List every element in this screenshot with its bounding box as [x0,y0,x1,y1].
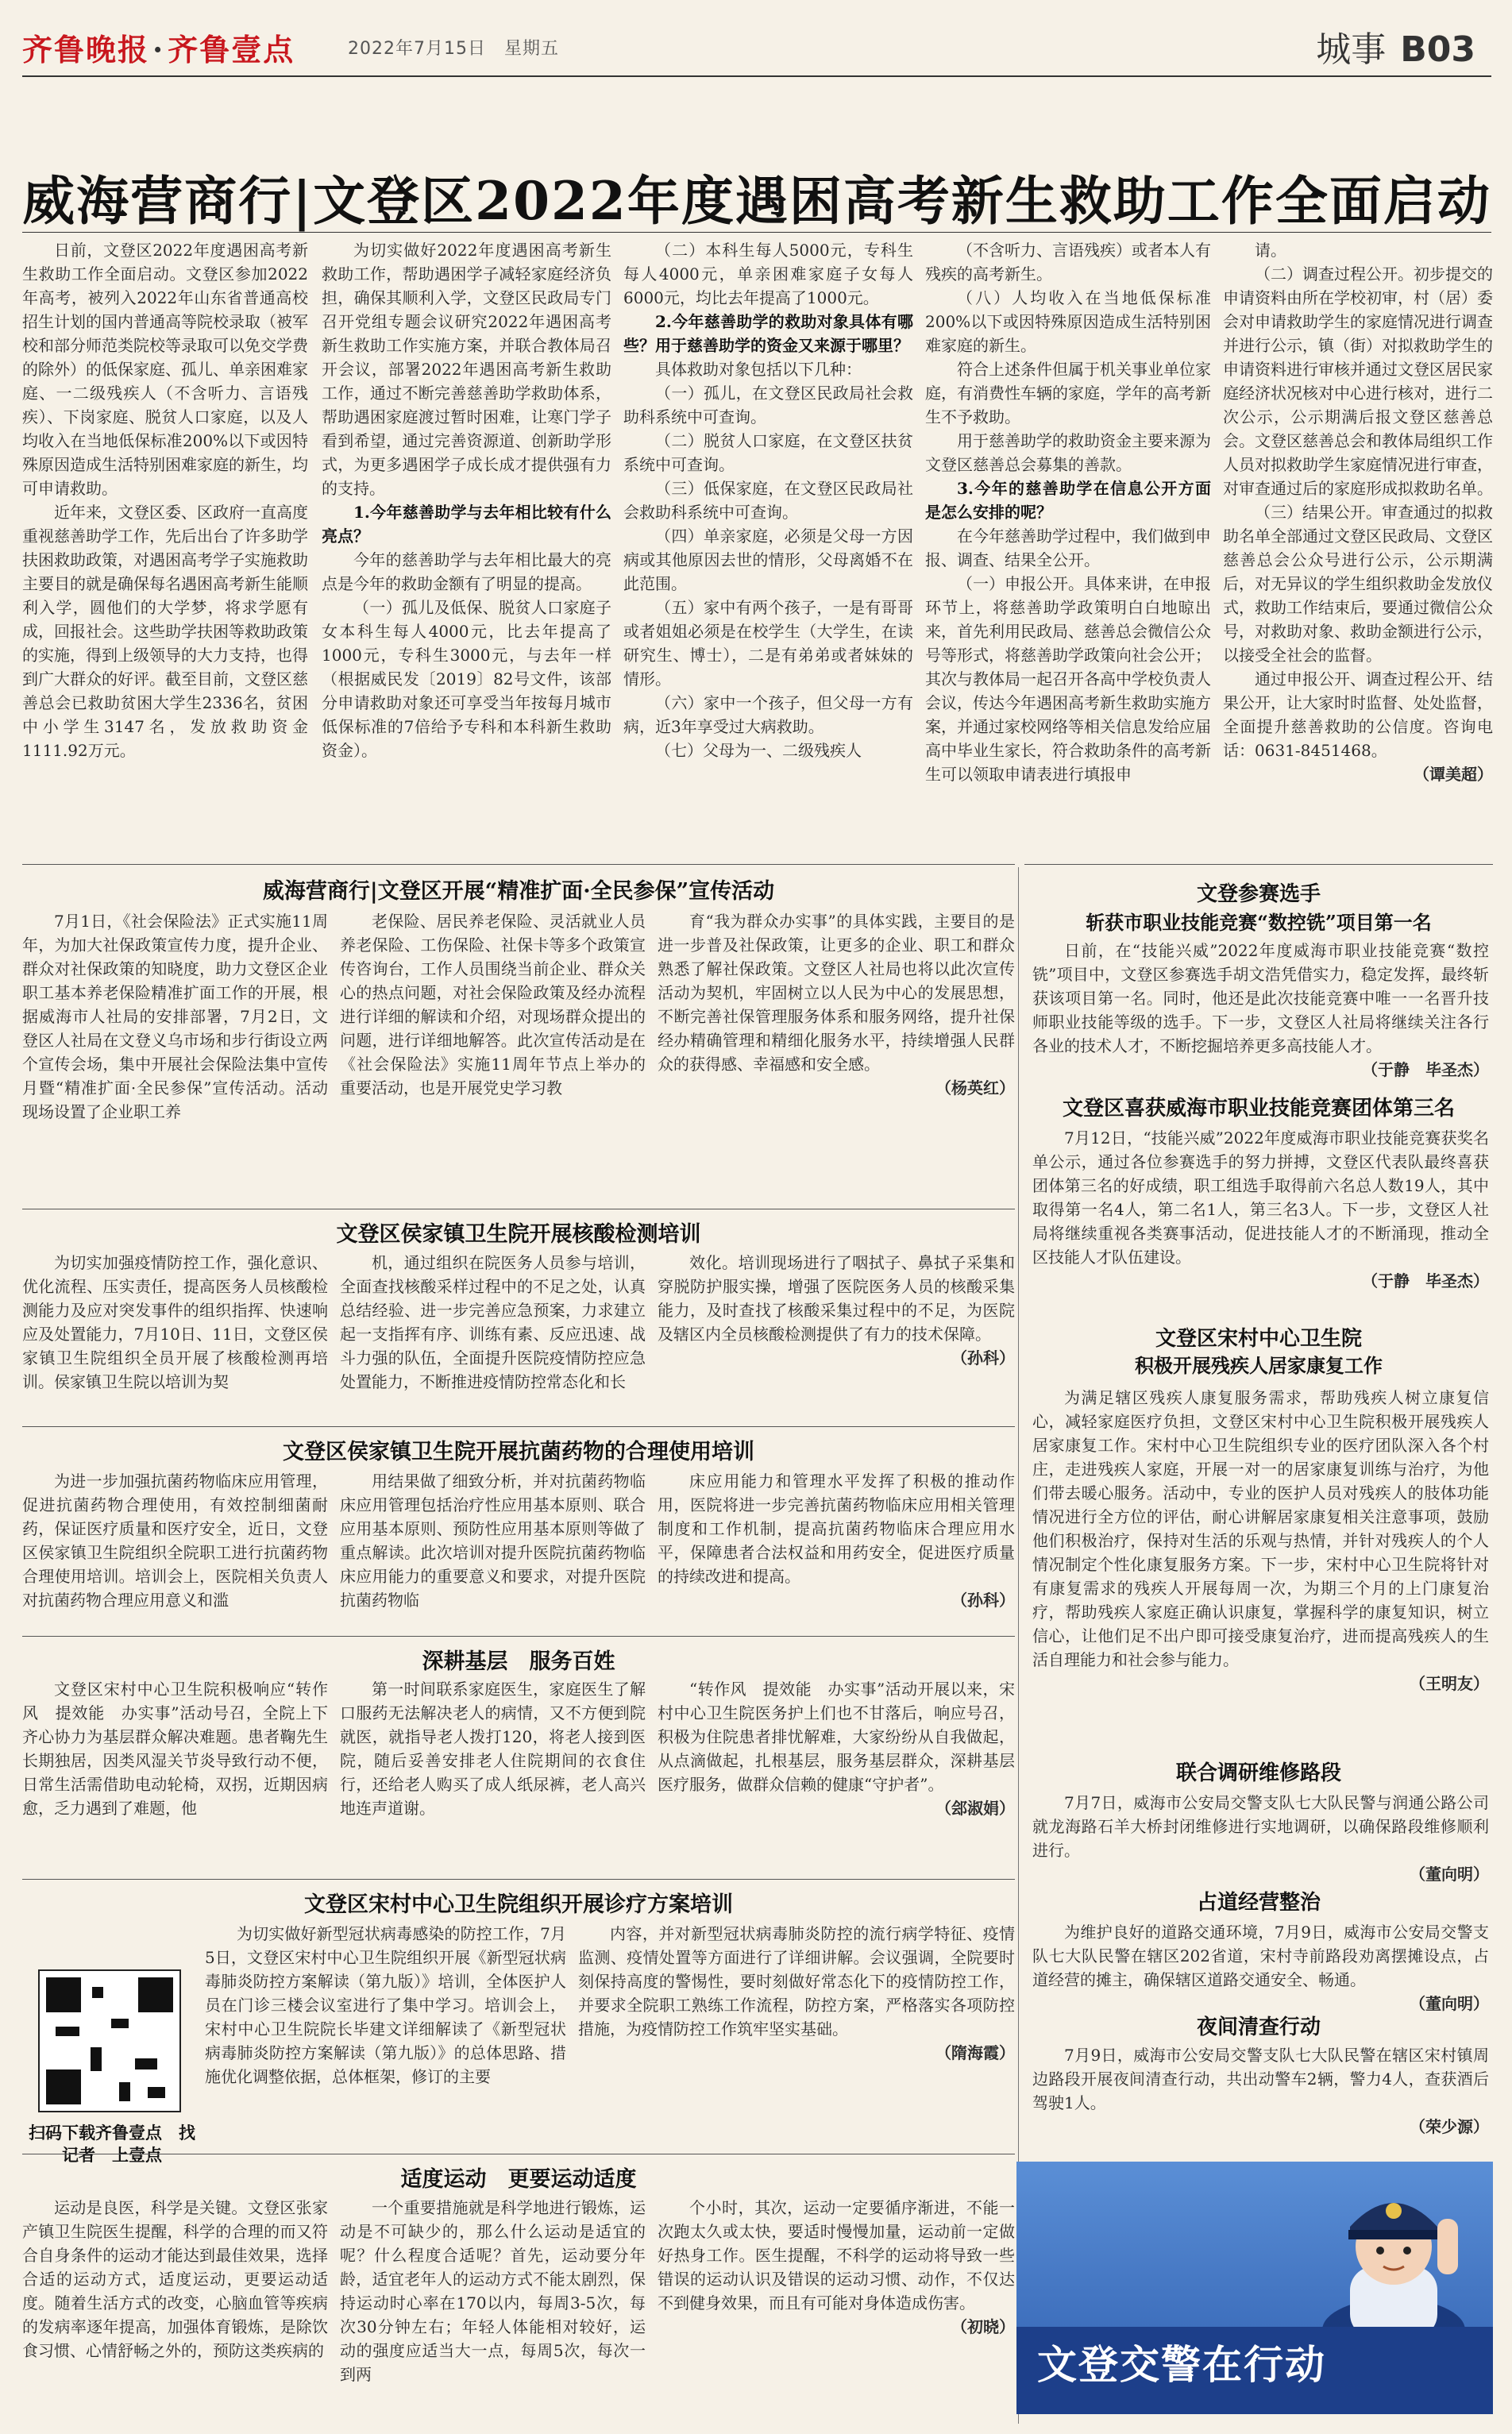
brief-title: 夜间清查行动 [1196,2015,1321,2039]
brief-body [1032,1126,1489,1313]
paragraph: 文登区宋村中心卫生院积极响应“转作风 提效能 办实事”活动号召，全院上下齐心协力为基层群众解决难题。患者鞠先生长期独居，因类风湿关节炎导致行动不便，日常生活需借助电动轮椅，双拐，近期因病愈，乏力遇到了难题，他 [22,1680,328,1818]
brief-title: 占道经营整治 [1196,1891,1321,1915]
byline: （荣少源） [1410,2117,1489,2136]
article-title: 文登区侯家镇卫生院开展核酸检测培训 [336,1222,701,1247]
article-title: 文登区宋村中心卫生院组织开展诊疗方案培训 [304,1892,733,1917]
brief-subtitle: 积极开展残疾人居家康复工作 [1135,1354,1383,1377]
brief-body [1032,2043,1489,2136]
paragraph: （四）单亲家庭，必须是父母一方因病或其他原因去世的情形，父母离婚不在此范围。 [623,527,913,593]
masthead-divider [22,75,1491,77]
divider [1024,864,1493,865]
article-column [340,909,646,1203]
paragraph: 内容，并对新型冠状病毒肺炎防控的流行病学特征、疫情监测、疫情处置等方面进行了详细讲解。会议强调，全院要时刻保持高度的警惕性，要时刻做好常态化下的疫情防控工作，并要求全院职工熟练工作流程，防控方案，严格落实各项防控措施，为疫情防控工作筑牢坚实基础。 [578,1924,1015,2039]
paragraph: 为切实做好2022年度遇困高考新生救助工作，帮助遇困学子减轻家庭经济负担，确保其顺利入学，文登区民政局专门召开党组专题会议研究2022年遇困高考新生救助工作实施方案，并联合教体局召开会议，部署2022年遇困高考新生救助工作，通过不断完善慈善助学救助体系，帮助遇困家庭渡过暂时困难，让寒门学子看到希望，通过完善资源道、创新助学形式，为更多遇困学子成长成才提供强有力的支持。 [322,241,611,498]
paragraph: （二）本科生每人5000元，专科生每人4000元，单亲困难家庭子女每人6000元，均比去年提高了1000元。 [623,241,913,307]
paragraph: （一）申报公开。具体来讲，在申报环节上，将慈善助学政策明白白地晾出来，首先利用民政局、慈善总会微信公众号等形式，将慈善助学政策向社会公开；其次与教体局一起召开各高中学校负责人会议，传达今年遇困高考新生救助实施方案，并通过家校网络等相关信息发给应届高中毕业生家长，符合救助条件的高考新生可以领取申请表进行填报申 [925,574,1211,784]
paragraph: 日前，文登区2022年度遇困高考新生救助工作全面启动。文登区参加2022年高考，被列入2022年山东省普通高校招生计划的国内普通高等院校录取（被军校和部分师范类院校等录取可以免交学费的除外）的低保家庭、孤儿、单亲困难家庭、一二级残疾人（不含听力、言语残疾）、下岗家庭、脱贫人口家庭，以及人均收入在当地低保标准200%以下或因特殊原因造成生活特别困难家庭的新生，均可申请救助。 [22,241,308,498]
brand-name: 齐鲁晚报 [22,32,150,68]
paragraph: 符合上述条件但属于机关事业单位家庭，有消费性车辆的家庭，学年的高考新生不予救助。 [925,360,1211,426]
paragraph: 用于慈善助学的救助资金主要来源为文登区慈善总会募集的善款。 [925,431,1211,474]
paragraph: （一）孤儿及低保、脱贫人口家庭子女本科生每人4000元，比去年提高了1000元，专科生3000元，与去年一样（根据威民发〔2019〕82号文件，该部分申请救助对象还可享受当年按每月城市低保标准的7倍给予专科和本科新生救助资金）。 [322,598,611,760]
main-column-3 [623,238,913,874]
byline: （杨英红） [935,1078,1015,1097]
divider [22,1636,1015,1637]
article-column [22,1251,328,1421]
brief-body [1032,1386,1489,1747]
paragraph: （二）脱贫人口家庭，在文登区扶贫系统中可查询。 [623,431,913,474]
article-title: 文登区侯家镇卫生院开展抗菌药物的合理使用培训 [283,1440,754,1464]
article-title: 适度运动 更要运动适度 [400,2167,637,2192]
paragraph: 具体救助对象包括以下几种： [655,360,862,379]
article-column [658,909,1015,1203]
masthead [22,14,1491,70]
article-column [340,1251,646,1421]
paragraph: 机，通过组织在院医务人员参与培训，全面查找核酸采样过程中的不足之处，认真总结经验、进一步完善应急预案，力求建立起一支指挥有序、训练有素、反应迅速、战斗力强的队伍，全面提升医院疫情防控应急处置能力，不断推进疫情防控常态化和长 [340,1253,646,1391]
paragraph: 请。 [1255,241,1286,260]
brief-body [1032,939,1489,1082]
paragraph: 为满足辖区残疾人康复服务需求，帮助残疾人树立康复信心，减轻家庭医疗负担，文登区宋村中心卫生院积极开展残疾人居家康复工作。宋村中心卫生院组织专业的医疗团队深入各个村庄，走进残疾人家庭，开展一对一的居家康复训练与治疗，为他们带去暖心服务。活动中，专业的医护人员对残疾人的肢体功能情况进行全方位的评估，耐心讲解居家康复相关注意事项，鼓励他们积极治疗，保持对生活的乐观与热情，并针对残疾人的个人情况制定个性化康复服务方案。下一步，宋村中心卫生院将针对有康复需求的残疾人开展每周一次，为期三个月的上门康复治疗，帮助残疾人家庭正确认识康复，掌握科学的康复知识，树立信心，让他们足不出户即可接受康复治疗，进而提高残疾人的生活自理能力和社会参与能力。 [1032,1388,1489,1669]
subheading: 3.今年的慈善助学在信息公开方面是怎么安排的呢？ [925,479,1211,522]
paragraph: （一）孤儿，在文登区民政局社会救助科系统中可查询。 [623,384,913,426]
page-number: B03 [1400,29,1475,70]
byline: （初晓） [951,2317,1015,2336]
subheading: 2.今年慈善助学的救助对象具体有哪些？用于慈善助学的资金又来源于哪里？ [623,312,913,355]
qr-finder [46,1977,81,2012]
brief-subtitle: 斩获市职业技能竞赛“数控铣”项目第一名 [1086,911,1432,934]
section-label [1316,21,1475,71]
brand-separator: · [152,32,165,68]
divider [22,1426,1015,1427]
paragraph: 一个重要措施就是科学地进行锻炼，运动是不可缺少的，那么什么运动是适宜的呢？什么程度合适呢？首先，运动要分年龄，适宜老年人的运动方式不能太剧烈，保持运动时心率在170以内，每周3-5次，每次30分钟左右；年轻人体能相对较好，运动的强度应适当大一点，每周5次，每次一到两 [340,2198,646,2384]
brief-title: 文登区宋村中心卫生院 [1155,1327,1362,1351]
brand-name-2: 齐鲁壹点 [168,32,295,68]
main-column-5 [1223,238,1493,874]
paragraph: 为切实加强疫情防控工作，强化意识、优化流程、压实责任，提高医务人员核酸检测能力及应对突发事件的组织指挥、快速响应及处置能力，7月10日、11日，文登区侯家镇卫生院组织全员开展了核酸检测再培训。侯家镇卫生院以培训为契 [22,1253,328,1391]
paragraph: （三）结果公开。审查通过的拟救助名单全部通过文登区民政局、文登区慈善总会公众号进行公示，公示期满后，对无异议的学生组织救助金发放仪式，救助工作结束后，要通过微信公众号，对救助对象、救助金额进行公示，以接受全社会的监督。 [1223,503,1493,665]
paragraph: 床应用能力和管理水平发挥了积极的推动作用，医院将进一步完善抗菌药物临床应用相关管理制度和工作机制，提高抗菌药物临床合理应用水平，保障患者合法权益和用药安全，促进医疗质量的持续改进和提高。 [658,1472,1015,1586]
brief-title: 文登参赛选手 [1196,882,1321,906]
byline: （孙科） [951,1348,1015,1367]
subheading: 1.今年慈善助学与去年相比较有什么亮点？ [322,503,611,546]
issue-date: 2022年7月15日 星期五 [348,39,559,59]
main-headline: 威海营商行|文登区2022年度遇困高考新生救助工作全面启动 [22,170,1491,232]
qr-module [92,1987,103,1998]
article-column [578,1922,1015,2152]
paragraph: 7月7日，威海市公安局交警支队七大队民警与润通公路公司就龙海路石羊大桥封闭维修进行实地调研，以确保路段维修顺利进行。 [1032,1793,1489,1860]
byline: （孙科） [951,1591,1015,1610]
paragraph: （六）家中一个孩子，但父母一方有病，近3年享受过大病救助。 [623,693,913,736]
qr-module [119,2082,130,2101]
article-column [658,1251,1015,1421]
paragraph: 老保险、居民养老保险、灵活就业人员养老保险、工伤保险、社保卡等多个政策宣传咨询台，工作人员围绕当前企业、群众关心的热点问题，对社会保险政策及经办流程进行详细的解读和介绍，对现场群众提出的问题，进行详细地解答。此次宣传活动是在《社会保险法》实施11周年节点上举办的重要活动，也是开展党史学习教 [340,912,646,1097]
qr-finder [46,2069,81,2104]
paragraph: “转作风 提效能 办实事”活动开展以来，宋村中心卫生院医务护上们也不甘落后，响应号召，积极为住院患者排忧解难，大家纷纷从自我做起，从点滴做起，扎根基层，服务基层群众，深耕基层医疗服务，做群众信赖的健康“守护者”。 [658,1680,1015,1794]
byline: （于静 毕圣杰） [1362,1060,1489,1079]
paragraph: （五）家中有两个孩子，一是有哥哥或者姐姐必须是在校学生（大学生，在读研究生、博士），二是有弟弟或者妹妹的情形。 [623,598,913,689]
byline: （谭美超） [1414,765,1493,784]
paragraph: 7月1日，《社会保险法》正式实施11周年，为加大社保政策宣传力度，提升企业、群众对社保政策的知晓度，助力文登区企业职工基本养老保险精准扩面工作的开展，根据威海市人社局的安排部署，7月2日，文登区人社局在文登义乌市场和步行街设立两个宣传会场，集中开展社会保险法集中宣传月暨“精准扩面·全民参保”宣传活动。活动现场设置了企业职工养 [22,912,328,1121]
paragraph: 近年来，文登区委、区政府一直高度重视慈善助学工作，先后出台了许多助学扶困救助政策，对遇困高考学子实施救助主要目的就是确保每名遇困高考新生能顺利入学，圆他们的大学梦，将求学愿有成，回报社会。这些助学扶困等救助政策的实施，得到上级领导的大力支持，也得到广大群众的好评。截至目前，文登区慈善总会已救助贫困大学生2336名，贫困中小学生3147名，发放救助资金1111.92万元。 [22,503,308,760]
article-column [22,909,328,1203]
qr-module [111,2019,129,2028]
brief-body [1032,1791,1489,1884]
article-column [340,1469,646,1632]
section-name: 城事 [1316,29,1387,70]
headline-divider [22,232,1491,233]
paragraph: （三）低保家庭，在文登区民政局社会救助科系统中可查询。 [623,479,913,522]
byline: （王明友） [1410,1674,1489,1693]
paragraph: 7月12日，“技能兴威”2022年度威海市职业技能竞赛获奖名单公示，通过各位参赛选手的努力拼搏，文登区代表队最终喜获团体第三名的好成绩，职工组选手取得前六名总人数19人，其中取得第一名4人，第二名1人，第三名3人。下一步，文登区人社局将继续重视各类赛事活动，促进技能人才的不断涌现，推动全区技能人才队伍建设。 [1032,1128,1489,1267]
paragraph: 运动是良医，科学是关键。文登区张家产镇卫生院医生提醒，科学的合理的而又符合自身条件的运动才能达到最佳效果，选择合适的运动方式，适度运动，更要运动适度。随着生活方式的改变，心脑血管等疾病的发病率逐年提高，加强体育锻炼，是除饮食习惯、心情舒畅之外的，预防这类疾病的 [22,2198,328,2360]
article-column [658,1469,1015,1632]
article-column [658,1677,1015,1876]
police-officer-illustration [1318,2171,1469,2338]
article-column [658,2196,1015,2426]
qr-module [56,2027,79,2036]
paragraph: （八）人均收入在当地低保标准200%以下或因特殊原因造成生活特别困难家庭的新生。 [925,288,1211,355]
article-column [22,1469,328,1632]
paragraph: 为进一步加强抗菌药物临床应用管理，促进抗菌药物合理使用，有效控制细菌耐药，保证医疗质量和医疗安全，近日，文登区侯家镇卫生院组织全院职工进行抗菌药物合理使用培训。培训会上，医院相关负责人对抗菌药物合理应用意义和滥 [22,1472,328,1610]
qr-caption: 扫码下载齐鲁壹点 找记者 上壹点 [29,2123,195,2165]
brief-body [1032,1920,1489,2013]
paragraph: 今年的慈善助学与去年相比最大的亮点是今年的救助金额有了明显的提高。 [322,550,611,593]
paragraph: 效化。培训现场进行了咽拭子、鼻拭子采集和穿脱防护服实操，增强了医院医务人员的核酸采集能力，及时查找了核酸采集过程中的不足，为医院及辖区内全员核酸检测提供了有力的技术保障。 [658,1253,1015,1344]
brief-title: 文登区喜获威海市职业技能竞赛团体第三名 [1062,1097,1455,1121]
paragraph: 个小时，其次，运动一定要循序渐进，不能一次跑太久或太快，要适时慢慢加量，运动前一定做好热身工作。医生提醒，不科学的运动将导致一些错误的运动认识及错误的运动习惯、动作，不仅达不到健身效果，而且有可能对身体造成伤害。 [658,2198,1015,2312]
byline: （隋海霞） [935,2043,1015,2062]
paragraph: 为切实做好新型冠状病毒感染的防控工作，7月5日，文登区宋村中心卫生院组织开展《新型冠状病毒肺炎防控方案解读（第九版）》培训，全体医护人员在门诊三楼会议室进行了集中学习。培训会上，宋村中心卫生院院长毕建文详细解读了《新型冠状病毒肺炎防控方案解读（第九版）》的总体思路、措施优化调整依据，总体框架，修订的主要 [205,1924,566,2086]
article-column [340,1677,646,1876]
byline: （董向明） [1410,1865,1489,1884]
paragraph: （二）调查过程公开。初步提交的申请资料由所在学校初审，村（居）委会对申请救助学生的家庭情况进行调查并进行公示，镇（街）对拟救助学生的申请资料进行审核并通过文登区居民家庭经济状况核对中心进行核对，进行二次公示，公示期满后报文登区慈善总会。文登区慈善总会和教体局组织工作人员对拟救助学生家庭情况进行审查，对审查通过后的家庭形成拟救助名单。 [1223,264,1493,498]
article-column [340,2196,646,2426]
paragraph: （不含听力、言语残疾）或者本人有残疾的高考新生。 [925,241,1211,284]
qr-code[interactable] [38,1969,181,2112]
qr-module [148,2087,165,2098]
paragraph: （七）父母为一、二级残疾人 [655,741,862,760]
main-column-4 [925,238,1211,874]
byline: （于静 毕圣杰） [1362,1271,1489,1290]
article-column [22,2196,328,2426]
article-title: 威海营商行|文登区开展“精准扩面·全民参保”宣传活动 [262,879,775,904]
article-column [22,1677,328,1876]
article-column [205,1922,566,2152]
newspaper-logo [22,25,295,69]
article-title: 深耕基层 服务百姓 [422,1649,615,1674]
byline: （董向明） [1410,1994,1489,2013]
main-column-1 [22,238,308,874]
brief-title: 联合调研维修路段 [1175,1761,1341,1785]
paragraph: 通过申报公开、调查过程公开、结果公开，让大家时时监督、处处监督，全面提升慈善救助的公信度。咨询电话：0631-8451468。 [1223,669,1493,760]
paragraph: 7月9日，威海市公安局交警支队七大队民警在辖区宋村镇周边路段开展夜间清查行动，共出动警车2辆，警力4人，查获酒后驾驶1人。 [1032,2046,1489,2112]
paragraph: 第一时间联系家庭医生，家庭医生了解口服药无法解决老人的病情，又不方便到院就医，就指导老人拨打120，将老人接到医院，随后妥善安排老人住院期间的衣食住行，还给老人购买了成人纸尿裤，老人高兴地连声道谢。 [340,1680,646,1818]
main-column-2 [322,238,611,874]
qr-module [135,2058,157,2069]
traffic-police-banner [1016,2162,1493,2414]
paragraph: 日前，在“技能兴威”2022年度威海市职业技能竞赛“数控铣”项目中，文登区参赛选手胡文浩凭借实力，稳定发挥，最终斩获该项目第一名。同时，他还是此次技能竞赛中唯一一名晋升技师职业技能等级的选手。下一步，文登区人社局将继续关注各行各业的技术人才，不断挖掘培养更多高技能人才。 [1032,941,1489,1055]
byline: （郐淑娟） [935,1799,1015,1818]
paragraph: 育“我为群众办实事”的具体实践，主要目的是进一步普及社保政策，让更多的企业、职工和群众熟悉了解社保政策。文登区人社局也将以此次宣传活动为契机，牢固树立以人民为中心的发展思想，不断完善社保管理服务体系和服务网络，提升社保经办精确管理和精细化服务水平，持续增强人民群众的获得感、幸福感和安全感。 [658,912,1015,1074]
paragraph: 为维护良好的道路交通环境，7月9日，威海市公安局交警支队七大队民警在辖区202省道，宋村寺前路段劝离摆摊设点，占道经营的摊主，确保辖区道路交通安全、畅通。 [1032,1923,1489,1989]
qr-finder [138,1977,173,2012]
paragraph: 在今年慈善助学过程中，我们做到申报、调查、结果全公开。 [925,527,1211,569]
banner-title: 文登交警在行动 [1037,2342,1326,2388]
paragraph: 用结果做了细致分析，并对抗菌药物临床应用管理包括治疗性应用基本原则、联合应用基本原则、预防性应用基本原则等做了重点解读。此次培训对提升医院抗菌药物临床应用能力的重要意义和要求，对提升医院抗菌药物临 [340,1472,646,1610]
qr-module [91,2047,102,2071]
divider [22,864,1015,865]
divider [22,1879,1015,1880]
